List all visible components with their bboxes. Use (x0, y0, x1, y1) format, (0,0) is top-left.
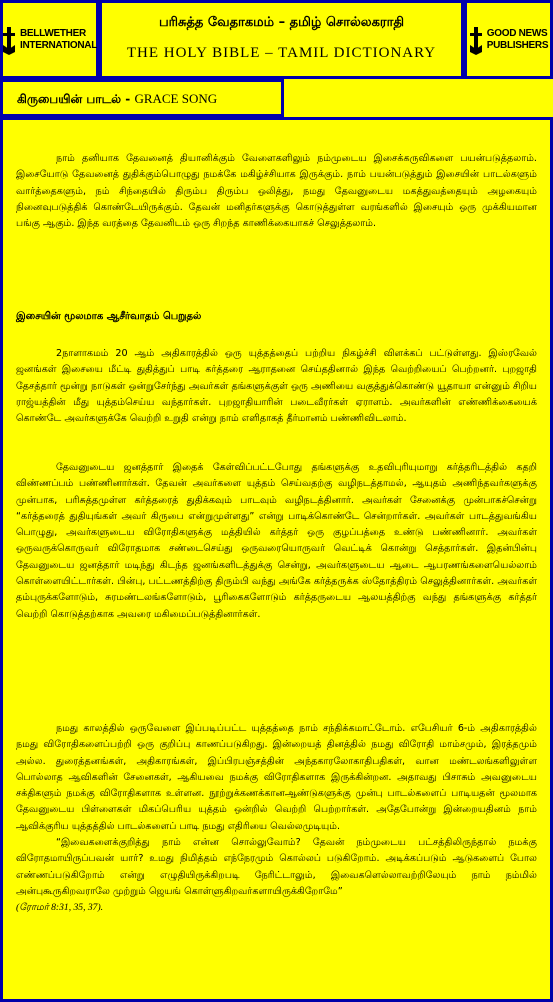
bellwether-logo (3, 3, 96, 76)
right-logo-line1: GOOD NEWS (486, 27, 548, 39)
section-title-tab (0, 79, 284, 117)
title-tamil: பரிசுத்த வேதாகமம் – தமிழ் சொல்லகராதி (158, 15, 405, 30)
paragraph-1: நாம் தனியாக தேவனைத் தியானிக்கும் வேளைகளிலும் நம்முடைய இசைக்கருவிகளை பயன்படுத்தலாம். இசையோடு தேவனைத் துதிக்கும்பொழுது நமக்கே மகிழ்ச்சியாக இருக்கும். நாம் பயன்படுத்தும் இசையின் பாடல்களும் வார்த்தைகளும், நம் சிந்தையில் திரும்ப திரும்ப ஒலித்து, நமது தேவனுடைய மகத்துவத்தையும் அழகையும் நினைவுபடுத்திக் கொண்டேயிருக்கும். தேவன் மனிதர்களுக்கு கொடுத்துள்ள வரங்களில் இசையும் ஒரு முக்கியமான பங்கு ஆகும். இந்த வரத்தை தேவனிடம் ஒரு சிறந்த காணிக்கையாகச் செலுத்தலாம். (16, 153, 537, 230)
open-book-icon (469, 25, 483, 55)
section-title-tamil: கிருபையின் பாடல் - (17, 92, 131, 106)
content-panel (0, 117, 553, 1002)
paragraph-5: “இவைகளைக்குறித்து நாம் என்ன சொல்லுவோம்? தேவன் நம்முடைய பட்சத்திலிருந்தால் நமக்கு விரோதமாயிருப்பவன் யார்? உமது நிமித்தம் எந்நேரமும் கொல்லப் படுகிறோம். அடிக்கப்படும் ஆடுகளைப் போல எண்ணப்படுகிறோம் என்று எழுதியிருக்கிறபடி நேரிட்டாலும், இவைகளெல்லாவற்றிலேயும் நாம் நம்மில் அன்புகூருகிறவராலே முற்றும் ஜெயங் கொள்ளுகிறவர்களாயிருக்கிறோமே” (16, 837, 537, 897)
subheading: இசையின் மூலமாக ஆசீர்வாதம் பெறுதல் (16, 311, 202, 322)
right-logo-panel (464, 0, 553, 79)
paragraph-4: நமது காலத்தில் ஒருவேளை இப்படிப்பட்ட யுத்தத்தை நாம் சந்திக்கமாட்டோம். எபேசியர் 6-ம் அதிகாரத்தில் நமது விரோதிகளைப்பற்றி ஒரு குறிப்பு காணப்படுகிறது. இன்றையத் தினத்தில் நமது விரோதி மாம்சமும், இரத்தமும் அல்ல. துரைத்தனங்கள், அதிகாரங்கள், இப்பிரபஞ்சத்தின் அந்தகாரலோகாதிபதிகள், வான மண்டலங்களிலுள்ள பொல்லாத ஆவிகளின் சேனைகள், ஆகியவை நமக்கு விரோதிகளாக இருக்கின்றன. அதாவது பிசாசும் அவனுடைய சக்திகளும் நமக்கு விரோதிகளாக உள்ளன. நூற்றுக்கணக்கானஆண்டுகளுக்கு முன்பு பாடல்களைப் பாடியதன் மூலமாக தேவனுடைய பிள்ளைகள் மிகப்பெரிய யுத்தம் ஒன்றில் வெற்றி பெற்றார்கள். அதேபோன்று இன்றையதினம் நாம் ஆவிக்குரிய யுத்தத்தில் பாடல்களைப் பாடி நமது எதிரியை வெல்லமுடியும். “இவைகளைக்குறித்து நாம் என்ன சொல்லுவோம்? தேவன் நம்முடைய பட்சத்திலிருந்தால் நமக்கு விரோதமாயிருப்பவன் யார்? உமது நிமித்தம் எந்நேரமும் கொல்லப் படுகிறோம். அடிக்கப்படும் ஆடுகளைப் போல எண்ணப்படுகிறோம் என்று எழுதியிருக்கிறபடி நேரிட்டாலும், இவைகளெல்லாவற்றிலேயும் நாம் நம்மில் அன்புகூருகிறவராலே முற்றும் ஜெயங் கொள்ளுகிறவர்களாயிருக்கிறோமே” (ரோமர் 8:31, 35, 37). (16, 721, 537, 917)
open-book-icon (2, 25, 16, 55)
header-title-panel (99, 0, 464, 79)
title-english: THE HOLY BIBLE – TAMIL DICTIONARY (126, 45, 437, 61)
left-logo-panel (0, 0, 99, 79)
scripture-reference: (ரோமர் 8:31, 35, 37). (16, 902, 104, 914)
left-logo-line1: BELLWETHER (19, 27, 86, 39)
left-logo-line2: INTERNATIONAL (19, 39, 98, 51)
section-title-english: GRACE SONG (134, 91, 218, 106)
paragraph-3: தேவனுடைய ஜனத்தார் இதைக் கேள்விப்பட்டபோது தங்களுக்கு உதவிபுரியுமாறு கர்த்தரிடத்தில் கதறி விண்ணப்பம் பண்ணினார்கள். தேவன் அவர்களை யுத்தம் செய்வதற்கு வழிநடத்தாமல், ஆயுதம் அணிந்தவர்களுக்கு முன்பாக, பரிசுத்தமுள்ள கர்த்தரைத் துதிக்கவும் பாடவும் வழிநடத்தினார். அவர்கள் சேனைக்கு முன்பாகச்சென்று “கர்த்தரைத் துதியுங்கள் அவர் கிருபை என்றுமுள்ளது” என்று பாடிக்கொண்டே சென்றார்கள். அவர்கள் பாடத்துவங்கிய பொழுது, அவர்களுடைய விரோதிகளுக்கு மத்தியில் கர்த்தர் ஒரு குழப்பத்தை உண்டு பண்ணினார். அவர்கள் ஒருவருக்கொருவர் விரோதமாக சண்டைசெய்து ஒருவரையொருவர் வெட்டிக் கொன்று செத்தார்கள். இதன்பின்பு தேவனுடைய ஜனத்தார் மடிந்து கிடந்த ஜனங்களிடத்துக்கு சென்று, அவர்களுடைய ஆடை ஆபரணங்களையெல்லாம் கொள்ளையிட்டார்கள். பின்பு, பட்டணத்திற்கு திரும்பி வந்து அங்கே கர்த்தருக்க ஸ்தோத்திரம் செலுத்தினார்கள். அவர்கள் தம்புருக்களோடும், சுரமண்டலங்களோடும், பூரிகைகளோடும் கர்த்தருடைய ஆலயத்திற்கு வந்து தங்களுக்கு கர்த்தர் வெற்றி கொடுத்தற்காக அவரை மகிமைப்படுத்தினார்கள். (16, 462, 537, 620)
good-news-logo (467, 3, 550, 76)
right-logo-line2: PUBLISHERS (486, 39, 549, 51)
paragraph-2: 2நாளாகமம் 20 ஆம் அதிகாரத்தில் ஒரு யுத்தத்தைப் பற்றிய நிகழ்ச்சி விளக்கப் பட்டுள்ளது. இஸ்ரவேல் ஜனங்கள் இசையை மீட்டி துதித்துப் பாடி கர்த்தரை ஆராதனை செய்ததினால் இந்த வெற்றியைப் பெற்றனர். புறஜாதி தேசத்தார் மூன்று நாடுகள் ஒன்றுசேர்ந்து அவர்கள் தங்களுக்குள் ஒரு அணியை வகுத்துக்கொண்டு யூதாயா என்னும் சிறிய ராஜ்யத்தின் மீது யுத்தம்செய்ய வந்தார்கள். புறஜாதியாரின் படைவீரர்கள் ஏராளம். அவர்களின் எண்ணிக்கையைக் கொண்டே அவர்களுக்கே வெற்றி உறுதி என்று நாம் எளிதாகத் தீர்மானம் பண்ணிவிடலாம். (16, 348, 537, 425)
section-title (17, 91, 217, 108)
